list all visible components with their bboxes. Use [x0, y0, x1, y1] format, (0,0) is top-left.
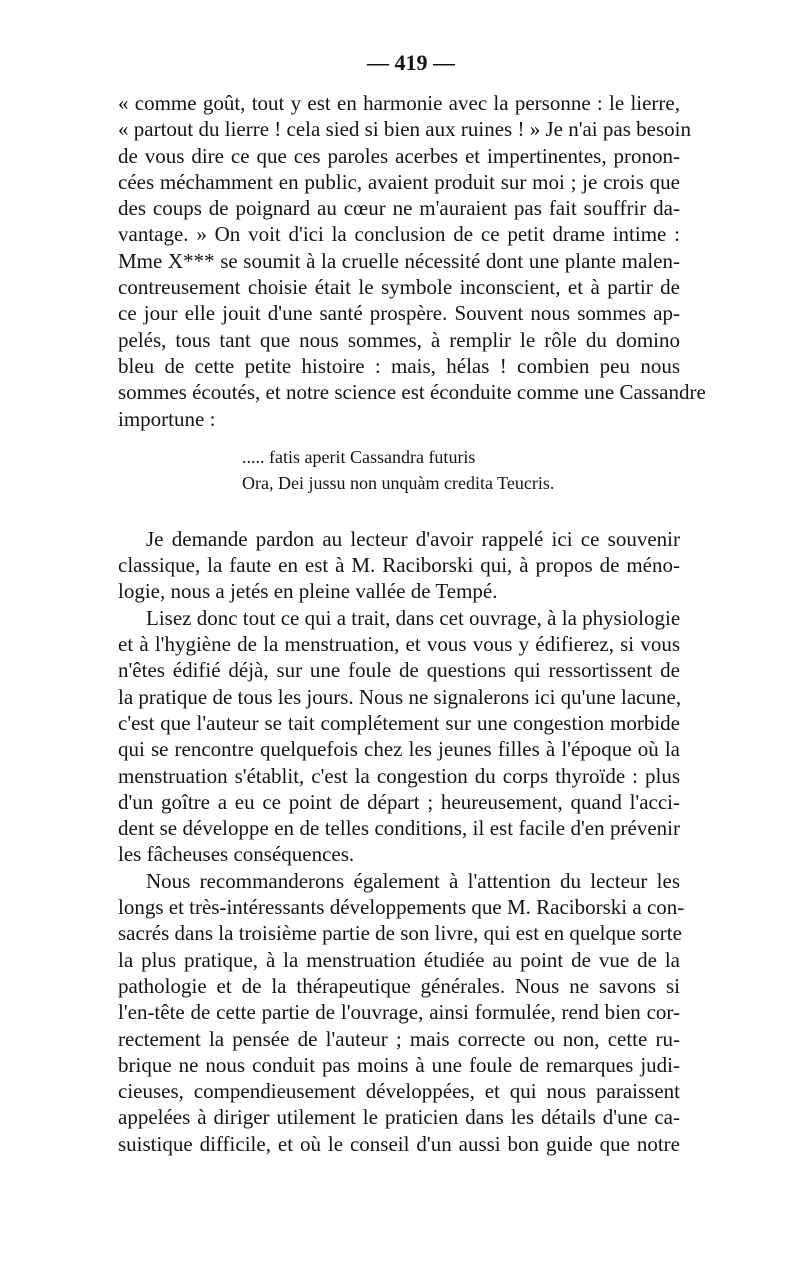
- text-line: pelés, tous tant que nous sommes, à remplir le rôle du domino: [118, 327, 680, 352]
- text-line: cieuses, compendieusement développées, et qui nous paraissent: [118, 1079, 680, 1104]
- quote-line: ..... fatis aperit Cassandra futuris: [242, 446, 476, 467]
- text-line: appelées à diriger utilement le praticien dans les détails d'une ca-: [118, 1105, 680, 1130]
- latin-quote: [118, 444, 680, 496]
- text-line: contreusement choisie était le symbole inconscient, et à partir de: [118, 275, 680, 300]
- text-line: Je demande pardon au lecteur d'avoir rappelé ici ce souvenir: [146, 526, 680, 551]
- text-line: des coups de poignard au cœur ne m'auraient pas fait souffrir da-: [118, 196, 680, 221]
- text-line: qui se rencontre quelquefois chez les jeunes filles à l'époque où la: [118, 737, 680, 762]
- text-line: sommes écoutés, et notre science est éconduite comme une Cassandre: [118, 380, 706, 405]
- text-line: suistique difficile, et où le conseil d'un aussi bon guide que notre: [118, 1131, 680, 1156]
- text-line: et à l'hygiène de la menstruation, et vous vous y édifierez, si vous: [118, 632, 680, 657]
- text-line: logie, nous a jetés en pleine vallée de Tempé.: [118, 579, 498, 604]
- text-line: la plus pratique, à la menstruation étudiée au point de vue de la: [118, 947, 680, 972]
- text-line: bleu de cette petite histoire : mais, hélas ! combien peu nous: [118, 353, 680, 378]
- text-line: « comme goût, tout y est en harmonie avec la personne : le lierre,: [118, 91, 680, 115]
- text-line: importune :: [118, 406, 216, 431]
- paragraph-3: [118, 605, 680, 868]
- text-line: classique, la faute en est à M. Raciborski qui, à propos de méno-: [118, 553, 680, 578]
- text-line: ce jour elle jouit d'une santé prospère. Souvent nous sommes ap-: [118, 301, 680, 326]
- text-line: d'un goître a eu ce point de départ ; heureusement, quand l'acci-: [118, 789, 680, 814]
- text-line: Mme X*** se soumit à la cruelle nécessité dont une plante malen-: [118, 248, 680, 273]
- text-line: pathologie et de la thérapeutique générales. Nous ne savons si: [118, 973, 680, 998]
- text-line: longs et très-intéressants développements que M. Raciborski a con-: [118, 895, 685, 920]
- text-line: Nous recommanderons également à l'attention du lecteur les: [146, 868, 680, 893]
- paragraph-4: [118, 868, 685, 1157]
- text-line: rectement la pensée de l'auteur ; mais correcte ou non, cette ru-: [118, 1026, 680, 1051]
- paragraph-2: [118, 526, 680, 605]
- text-line: Lisez donc tout ce qui a trait, dans cet ouvrage, à la physiologie: [146, 605, 681, 630]
- book-page: [118, 48, 706, 1157]
- text-line: l'en-tête de cette partie de l'ouvrage, ainsi formulée, rend bien cor-: [118, 1000, 680, 1025]
- quote-line: Ora, Dei jussu non unquàm credita Teucris.: [242, 472, 555, 493]
- text-line: de vous dire ce que ces paroles acerbes et impertinentes, pronon-: [118, 143, 680, 168]
- text-line: sacrés dans la troisième partie de son livre, qui est en quelque sorte: [118, 921, 682, 946]
- text-line: menstruation s'établit, c'est la congestion du corps thyroïde : plus: [118, 763, 680, 788]
- text-line: c'est que l'auteur se tait complétement sur une congestion morbide: [118, 710, 680, 735]
- text-line: brique ne nous conduit pas moins à une foule de remarques judi-: [118, 1052, 680, 1077]
- text-line: les fâcheuses conséquences.: [118, 842, 355, 867]
- page-number: — 419 —: [367, 50, 455, 75]
- text-line: vantage. » On voit d'ici la conclusion de ce petit drame intime :: [118, 222, 680, 247]
- text-line: n'êtes édifié déjà, sur une foule de questions qui ressortissent de: [118, 658, 680, 683]
- paragraph-1: [118, 90, 706, 432]
- text-line: dent se développe en de telles conditions, il est facile d'en prévenir: [118, 816, 680, 841]
- text-line: la pratique de tous les jours. Nous ne signalerons ici qu'une lacune,: [118, 684, 682, 709]
- text-line: « partout du lierre ! cela sied si bien aux ruines ! » Je n'ai pas besoin: [118, 117, 691, 142]
- text-line: cées méchamment en public, avaient produit sur moi ; je crois que: [118, 169, 680, 194]
